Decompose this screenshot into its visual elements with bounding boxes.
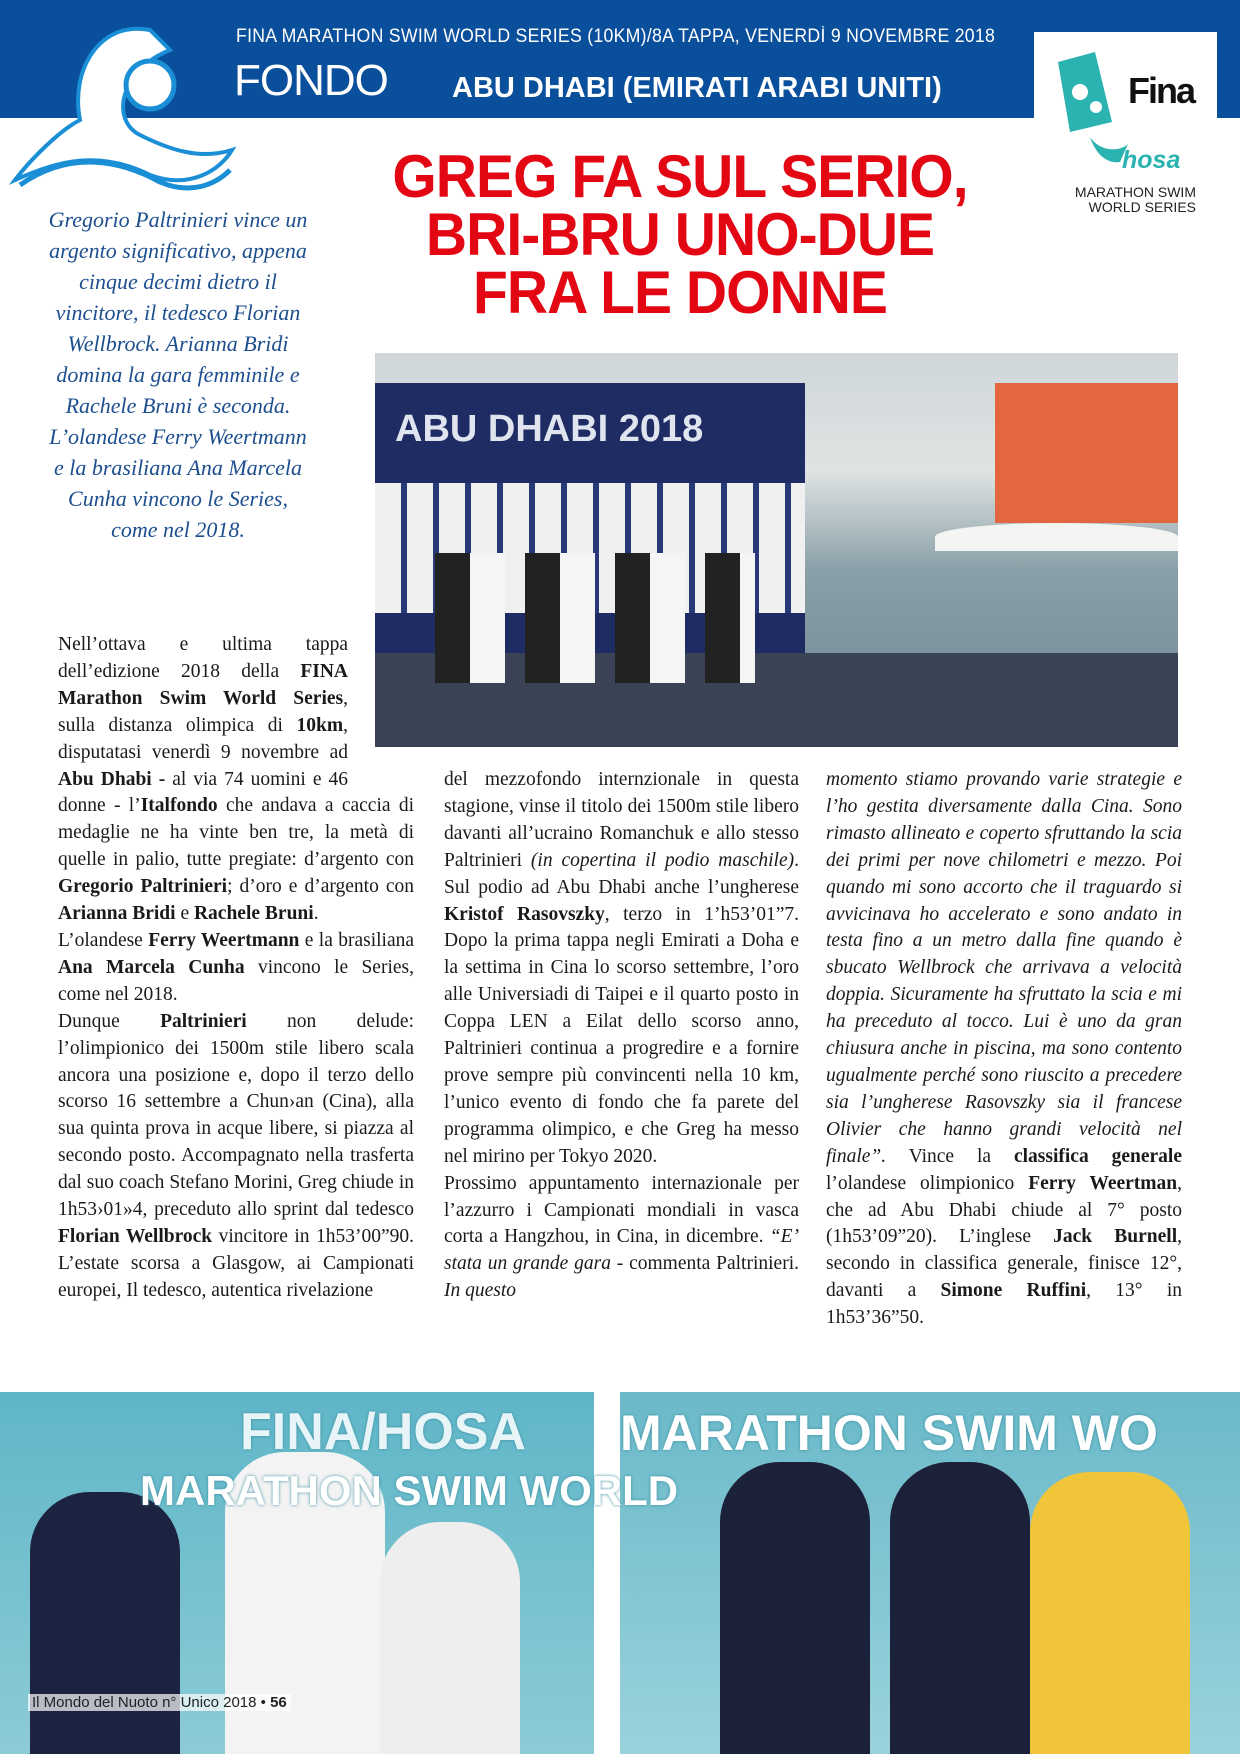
text-run: Dunque	[58, 1010, 161, 1032]
text-run: al via 74 uomini e 46 donne - l’	[58, 768, 348, 817]
text-run: , disputatasi venerdì 9 novembre ad	[58, 714, 348, 763]
photo-banner-text: MARATHON SWIM WO	[620, 1405, 1158, 1461]
series-line-2: WORLD SERIES	[1088, 199, 1196, 215]
paragraph	[826, 767, 1182, 1332]
umbrella	[935, 523, 1178, 551]
photo-banner-text-2: MARATHON SWIM WORLD	[140, 1467, 679, 1514]
diving-tower	[995, 383, 1178, 523]
header-kicker: FINA MARATHON SWIM WORLD SERIES (10KM)/8A TAPPA, VENERDÌ 9 NOVEMBRE 2018	[236, 26, 996, 47]
title-line-3: FRA LE DONNE	[473, 259, 887, 326]
text-run: Jack Burnell	[1053, 1226, 1178, 1248]
text-run: ; d’oro e d’argento con	[227, 876, 414, 898]
page-number: 56	[270, 1694, 287, 1711]
text-run: Abu Dhabi -	[58, 768, 166, 790]
text-run: (in copertina il podio maschile)	[530, 849, 795, 871]
text-run: vincono le Series, come nel 2018.	[58, 956, 414, 1005]
text-run: momento stiamo provando varie strategie e l’ho gestita diversamente dalla Cina. Sono rimasto allineato e coperto sfruttando la scia dei primi per nove chilometri e mezzo. Poi quando mi sono accorto che il traguardo si avvicinava ho accelerato e sono andato in testa fino a un metro dalla fine quando è sbucato Wellbrock che arrivava a velocità doppia. Sicuramente ha sfruttato la scia e mi ha preceduto al tocco. Lui è uno da gran chiusura anche in piscina, ma sono contento ugualmente perché sono riuscito a precedere sia l’ungherese Rasovszky sia il francese Olivier che hanno grandi velocità nel finale”.	[826, 769, 1182, 1167]
photo-banner-text: ABU DHABI 2018	[395, 408, 704, 450]
paragraph	[444, 1171, 799, 1306]
text-run: classifica generale	[1013, 1145, 1182, 1167]
text-run: vincitore in 1h53’00”90. L’estate scorsa a Glasgow, ai Campionati europei, Il tedesco, autentica rivelazione	[58, 1225, 414, 1301]
text-run: Rachele Bruni	[193, 903, 314, 925]
text-run: che andava a caccia di medaglie ne ha vinte ben tre, la metà di quelle in palio, tutte pregiate: d’argento con	[58, 795, 415, 871]
text-run: , secondo in classifica generale, finisce 12°, davanti a	[826, 1226, 1182, 1302]
article-column-1	[58, 632, 414, 1305]
paragraph	[444, 767, 799, 1171]
title-line-2: BRI-BRU UNO-DUE	[425, 201, 935, 268]
paragraph	[58, 1009, 414, 1305]
text-run: Simone Ruffini	[940, 1280, 1087, 1302]
athlete-silhouette	[890, 1462, 1030, 1754]
text-run: , che ad Abu Dhabi chiude al 7° posto (1h53’09”20). L’inglese	[826, 1172, 1182, 1248]
text-run: - commenta Paltrinieri.	[610, 1253, 799, 1275]
article-column-3	[826, 767, 1182, 1332]
swimmer-logo-icon	[0, 10, 240, 200]
text-run: Vince la	[886, 1145, 1014, 1167]
text-run: e	[175, 903, 194, 925]
text-run: non delude: l’olimpionico dei 1500m stile libero scala ancora una posizione e, dopo il terzo dello scorso 16 settembre a Chun›an (Cina), alla sua quinta prova in acque libere, si piazza al secondo posto. Accompagnato nella trasferta dal suo coach Stefano Morini, Greg chiude in 1h53›01»4, preceduto allo sprint dal tedesco	[58, 1010, 414, 1221]
text-run: l’olandese olimpionico	[826, 1172, 1029, 1194]
hosa-logo-text: hosa	[1122, 146, 1181, 174]
text-run: Ana Marcela Cunha	[58, 956, 245, 978]
text-run: Florian Wellbrock	[58, 1225, 213, 1247]
footer-magazine: Il Mondo del Nuoto n° Unico 2018 •	[32, 1694, 266, 1711]
text-run: Ferry Weertman	[1028, 1172, 1178, 1194]
series-logo-text	[1046, 185, 1196, 215]
text-run: Gregorio Paltrinieri	[58, 876, 228, 898]
article-intro: Gregorio Paltrinieri vince un argento significativo, appena cinque decimi dietro il vincitore, il tedesco Florian Wellbrock. Arianna Bridi domina la gara femminile e Rachele Bruni è seconda. L’olandese Ferry Weertmann e la brasiliana Ana Marcela Cunha vincono le Series, come nel 2018.	[48, 207, 308, 542]
wrap-spacer	[348, 632, 414, 782]
text-run: , 13° in 1h53’36”50.	[826, 1280, 1182, 1329]
athlete-silhouette	[1030, 1472, 1190, 1754]
location-heading: ABU DHABI (EMIRATI ARABI UNITI)	[452, 72, 942, 104]
text-run: . Sul podio ad Abu Dhabi anche l’ungherese	[444, 849, 799, 898]
fina-logo-text: Fina	[1128, 70, 1195, 111]
text-run: , terzo in 1’h53’01”7. Dopo la prima tappa negli Emirati a Doha e la settima in Cina lo scorso settembre, l’oro alle Universiadi di Taipei e il quarto posto in Coppa LEN a Eilat dello scorso anno, Paltrinieri continua a progredire e a fornire prove sempre più convincenti nella 10 km, l’unico evento di fondo che fa parete del programma olimpico, e che Greg ha messo nel mirino per Tokyo 2020.	[444, 903, 799, 1167]
text-run: L’olandese	[58, 929, 149, 951]
athlete-silhouette	[720, 1462, 870, 1754]
text-run: Kristof Rasovszky	[444, 903, 605, 925]
text-run: Paltrinieri	[160, 1010, 247, 1032]
article-title	[360, 143, 1000, 326]
athlete-silhouette	[380, 1522, 520, 1754]
text-run: Ferry Weertmann	[148, 929, 300, 951]
text-run: Italfondo	[140, 795, 218, 817]
text-run: del mezzofondo internzionale in questa stagione, vinse il titolo dei 1500m stile libero davanti all’ucraino Romanchuk e allo stesso Paltrinieri	[444, 769, 799, 871]
title-line-1: GREG FA SUL SERIO,	[392, 143, 968, 210]
text-run: e la brasiliana	[299, 929, 415, 951]
text-run: , sulla distanza olimpica di	[58, 687, 348, 736]
text-run: Arianna Bridi	[58, 903, 176, 925]
text-run: “E’ stata un grande gara	[444, 1226, 799, 1275]
paragraph	[58, 928, 414, 1009]
page-footer	[28, 1694, 291, 1711]
text-run: Nell’ottava e ultima tappa dell’edizione 2018 della	[58, 634, 348, 682]
athlete-silhouette	[30, 1492, 180, 1754]
panel-people	[415, 553, 755, 683]
text-run: In questo	[444, 1280, 517, 1302]
text-run: 10km	[296, 714, 344, 736]
article-column-2	[444, 767, 799, 1305]
text-run: .	[313, 903, 319, 925]
section-name: FONDO	[234, 56, 388, 105]
fina-hosa-logo-icon	[1050, 52, 1130, 167]
womens-podium-photo	[620, 1392, 1240, 1754]
photo-banner-text: FINA/HOSA	[240, 1403, 526, 1461]
text-run: FINA Marathon Swim World Series	[58, 660, 348, 709]
press-conference-photo	[375, 353, 1178, 747]
series-line-1: MARATHON SWIM	[1074, 184, 1196, 200]
text-run: Prossimo appuntamento internazionale per l’azzurro i Campionati mondiali in vasca corta a Hangzhou, in Cina, in dicembre.	[444, 1172, 799, 1248]
